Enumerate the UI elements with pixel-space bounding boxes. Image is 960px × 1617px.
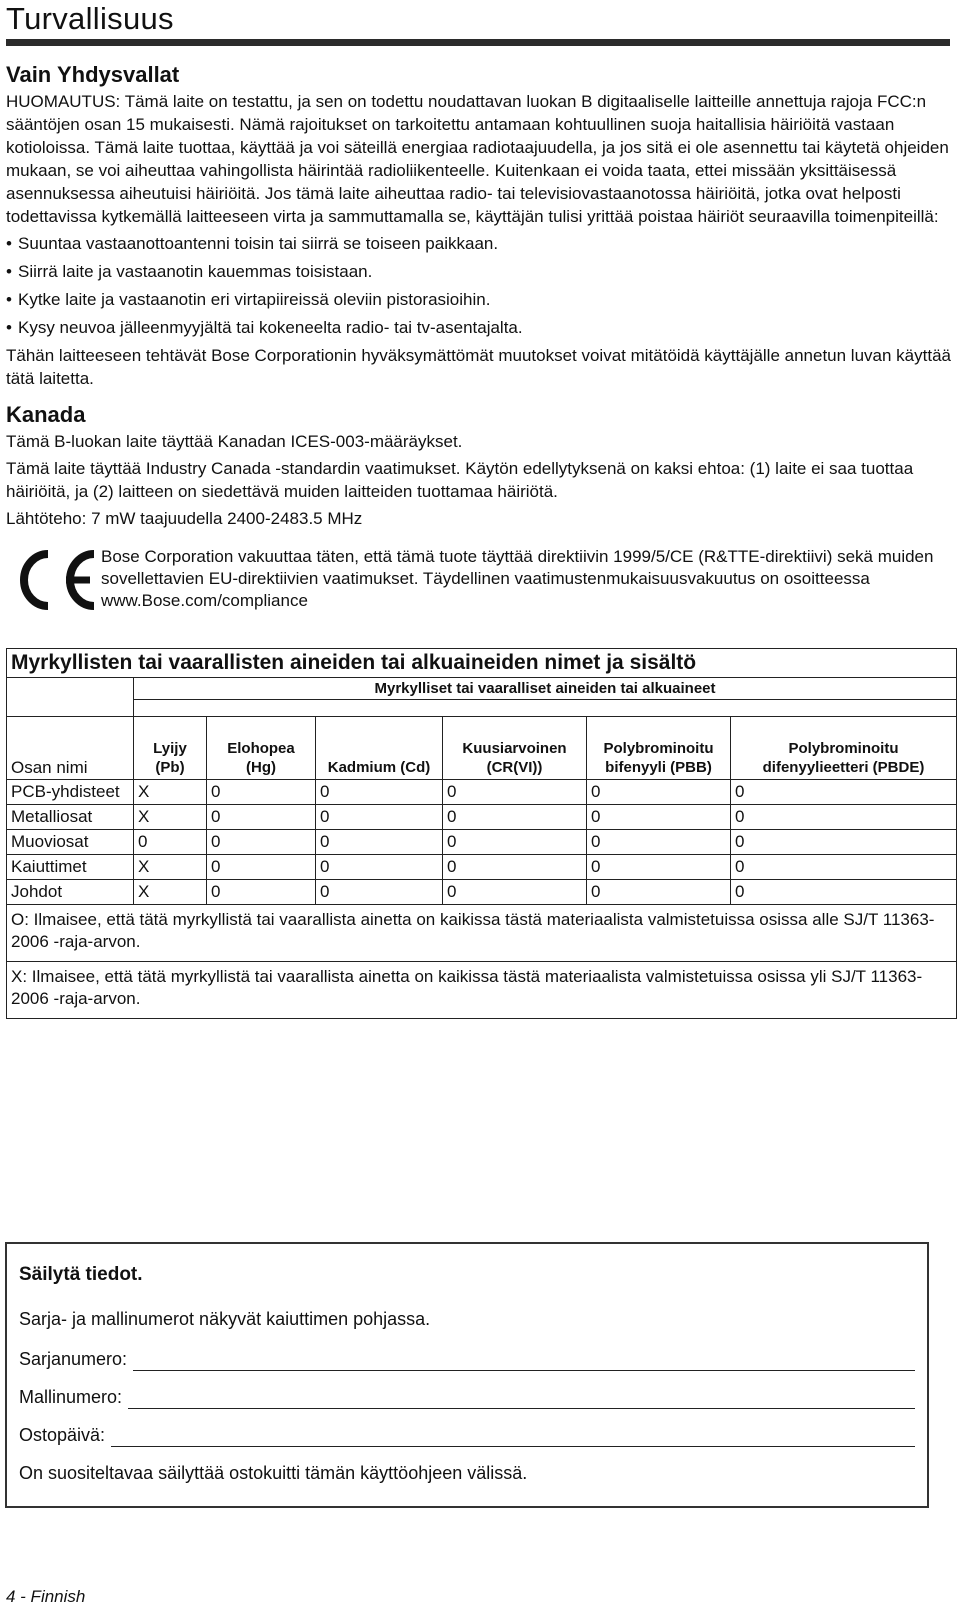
column-header: Polybrominoitu bifenyyli (PBB) (587, 717, 731, 780)
list-item: • Kysy neuvoa jälleenmyyjältä tai kokeneelta radio- tai tv-asentajalta. (6, 316, 956, 339)
table-row (7, 880, 957, 905)
model-number-label: Mallinumero: (19, 1387, 123, 1407)
table-row (7, 830, 957, 855)
table-cell: 0 (443, 805, 587, 830)
table-cell: 0 (207, 830, 316, 855)
table-cell: 0 (316, 880, 443, 905)
usa-bullet-list (6, 232, 956, 339)
table-cell: X (134, 880, 207, 905)
canada-paragraph-3: Lähtöteho: 7 mW taajuudella 2400-2483.5 MHz (6, 509, 363, 528)
ce-mark-icon (6, 540, 101, 620)
table-cell: 0 (587, 805, 731, 830)
canada-heading: Kanada (6, 402, 86, 427)
ce-declaration (6, 540, 956, 620)
usa-heading: Vain Yhdysvallat (6, 62, 180, 87)
row-name: PCB-yhdisteet (7, 780, 134, 805)
table-cell: 0 (443, 855, 587, 880)
document-page (6, 0, 956, 1019)
info-intro (19, 1307, 915, 1331)
table-cell: 0 (316, 805, 443, 830)
table-cell: 0 (316, 780, 443, 805)
table-cell: 0 (207, 805, 316, 830)
table-cell: X (134, 805, 207, 830)
table-note-x: X: Ilmaisee, että tätä myrkyllistä tai vaarallista ainetta on kaikissa tästä materiaalista valmistetuissa osissa yli SJ/T 11363-2006 -raja-arvon. (7, 962, 957, 1019)
table-cell: X (134, 780, 207, 805)
page-title: Turvallisuus (6, 1, 174, 36)
table-cell: 0 (316, 855, 443, 880)
canada-paragraph-2: Tämä laite täyttää Industry Canada -standardin vaatimukset. Käytön edellytyksenä on kaksi ehtoa: (1) laite ei saa tuottaa häiriöitä, ja (2) laitteen on siedettävä muiden laitteiden tuottamaa häiriötä. (6, 459, 914, 501)
column-header: Osan nimi (7, 717, 134, 780)
purchase-date-line (19, 1423, 915, 1447)
column-header: Lyijy (Pb) (134, 717, 207, 780)
purchase-date-field[interactable] (111, 1428, 915, 1447)
table-row (7, 805, 957, 830)
table-corner-cell (7, 678, 134, 717)
serial-number-field[interactable] (133, 1352, 915, 1371)
table-title: Myrkyllisten tai vaarallisten aineiden tai alkuaineiden nimet ja sisältö (7, 649, 957, 678)
table-cell: 0 (443, 830, 587, 855)
table-cell: 0 (443, 880, 587, 905)
list-item: • Siirrä laite ja vastaanotin kauemmas toisistaan. (6, 260, 956, 283)
info-intro-text: Sarja- ja mallinumerot näkyvät kaiuttimen pohjassa. (19, 1309, 431, 1329)
list-item: • Suuntaa vastaanottoantenni toisin tai siirrä se toiseen paikkaan. (6, 232, 956, 255)
table-row (7, 780, 957, 805)
column-header: Kadmium (Cd) (316, 717, 443, 780)
info-recommendation-text: On suositeltavaa säilyttää ostokuitti tämän käyttöohjeen välissä. (19, 1463, 528, 1483)
table-header-row (7, 717, 957, 780)
table-cell: 0 (134, 830, 207, 855)
canada-paragraph-1: Tämä B-luokan laite täyttää Kanadan ICES-003-määräykset. (6, 432, 463, 451)
table-subheader: Myrkylliset tai vaaralliset aineiden tai alkuaineet (134, 678, 957, 700)
usa-paragraph-1: HUOMAUTUS: Tämä laite on testattu, ja sen on todettu noudattavan luokan B digitaaliselle laitteille annettuja rajoja FCC:n sääntöjen osan 15 mukaisesti. Nämä rajoitukset on tarkoitettu antamaan kohtuullinen suoja haitallisia häiriöitä vastaan kotioloissa. Tämä laite tuottaa, käyttää ja voi säteillä energiaa radiotaajuudella, ja jos sitä ei ole asennettu tai käytetä ohjeiden mukaan, se voi aiheuttaa vahingollista häirintää radioliikenteelle. Kuitenkaan ei voida taata, ettei missään yksittäisessä asennuksessa aiheutuisi häiriöitä. Jos tämä laite aiheuttaa radio- tai televisiovastaanotossa häiriöitä, jotka ovat helposti todettavissa kytkemällä laitteeseen virta ja sammuttamalla se, käyttäjän tulisi yrittää poistaa häiriöt seuraavilla toimenpiteillä: (6, 92, 949, 226)
column-header: Elohopea (Hg) (207, 717, 316, 780)
table-cell: X (134, 855, 207, 880)
row-name: Muoviosat (7, 830, 134, 855)
purchase-date-label: Ostopäivä: (19, 1425, 106, 1445)
serial-number-line (19, 1347, 915, 1371)
table-cell: 0 (731, 880, 957, 905)
table-row (7, 855, 957, 880)
table-cell: 0 (731, 805, 957, 830)
table-cell: 0 (316, 830, 443, 855)
column-header: Polybrominoitu difenyylieetteri (PBDE) (731, 717, 957, 780)
ce-text: Bose Corporation vakuuttaa täten, että tämä tuote täyttää direktiivin 1999/5/CE (R&TTE-direktiivi) sekä muiden sovellettavien EU-direktiivien vaatimukset. Täydellinen vaatimustenmukaisuusvakuutus on osoitteessa www.Bose.com/compliance (101, 547, 934, 610)
model-number-field[interactable] (128, 1390, 915, 1409)
table-cell: 0 (587, 880, 731, 905)
table-cell: 0 (207, 880, 316, 905)
table-cell: 0 (731, 780, 957, 805)
table-cell: 0 (207, 855, 316, 880)
table-cell: 0 (587, 855, 731, 880)
row-name: Metalliosat (7, 805, 134, 830)
usa-paragraph-2: Tähän laitteeseen tehtävät Bose Corporationin hyväksymättömät muutokset voivat mitätöidä käyttäjälle annetun luvan käyttää tätä laitetta. (6, 346, 951, 388)
title-rule (6, 39, 950, 46)
row-name: Kaiuttimet (7, 855, 134, 880)
info-box-title: Säilytä tiedot. (19, 1264, 143, 1285)
table-cell: 0 (443, 780, 587, 805)
row-name: Johdot (7, 880, 134, 905)
table-cell: 0 (587, 780, 731, 805)
table-cell: 0 (207, 780, 316, 805)
record-info-box (5, 1242, 929, 1508)
substance-table (6, 648, 957, 1019)
table-cell: 0 (731, 855, 957, 880)
info-recommendation (19, 1461, 915, 1485)
table-note-o: O: Ilmaisee, että tätä myrkyllistä tai vaarallista ainetta on kaikissa tästä materiaalista valmistetuissa osissa alle SJ/T 11363-2006 -raja-arvon. (7, 905, 957, 962)
list-item: • Kytke laite ja vastaanotin eri virtapiireissä oleviin pistorasioihin. (6, 288, 956, 311)
table-cell: 0 (587, 830, 731, 855)
table-cell: 0 (731, 830, 957, 855)
column-header: Kuusiarvoinen (CR(VI)) (443, 717, 587, 780)
page-footer: 4 - Finnish (6, 1587, 86, 1606)
serial-number-label: Sarjanumero: (19, 1349, 128, 1369)
model-number-line (19, 1385, 915, 1409)
